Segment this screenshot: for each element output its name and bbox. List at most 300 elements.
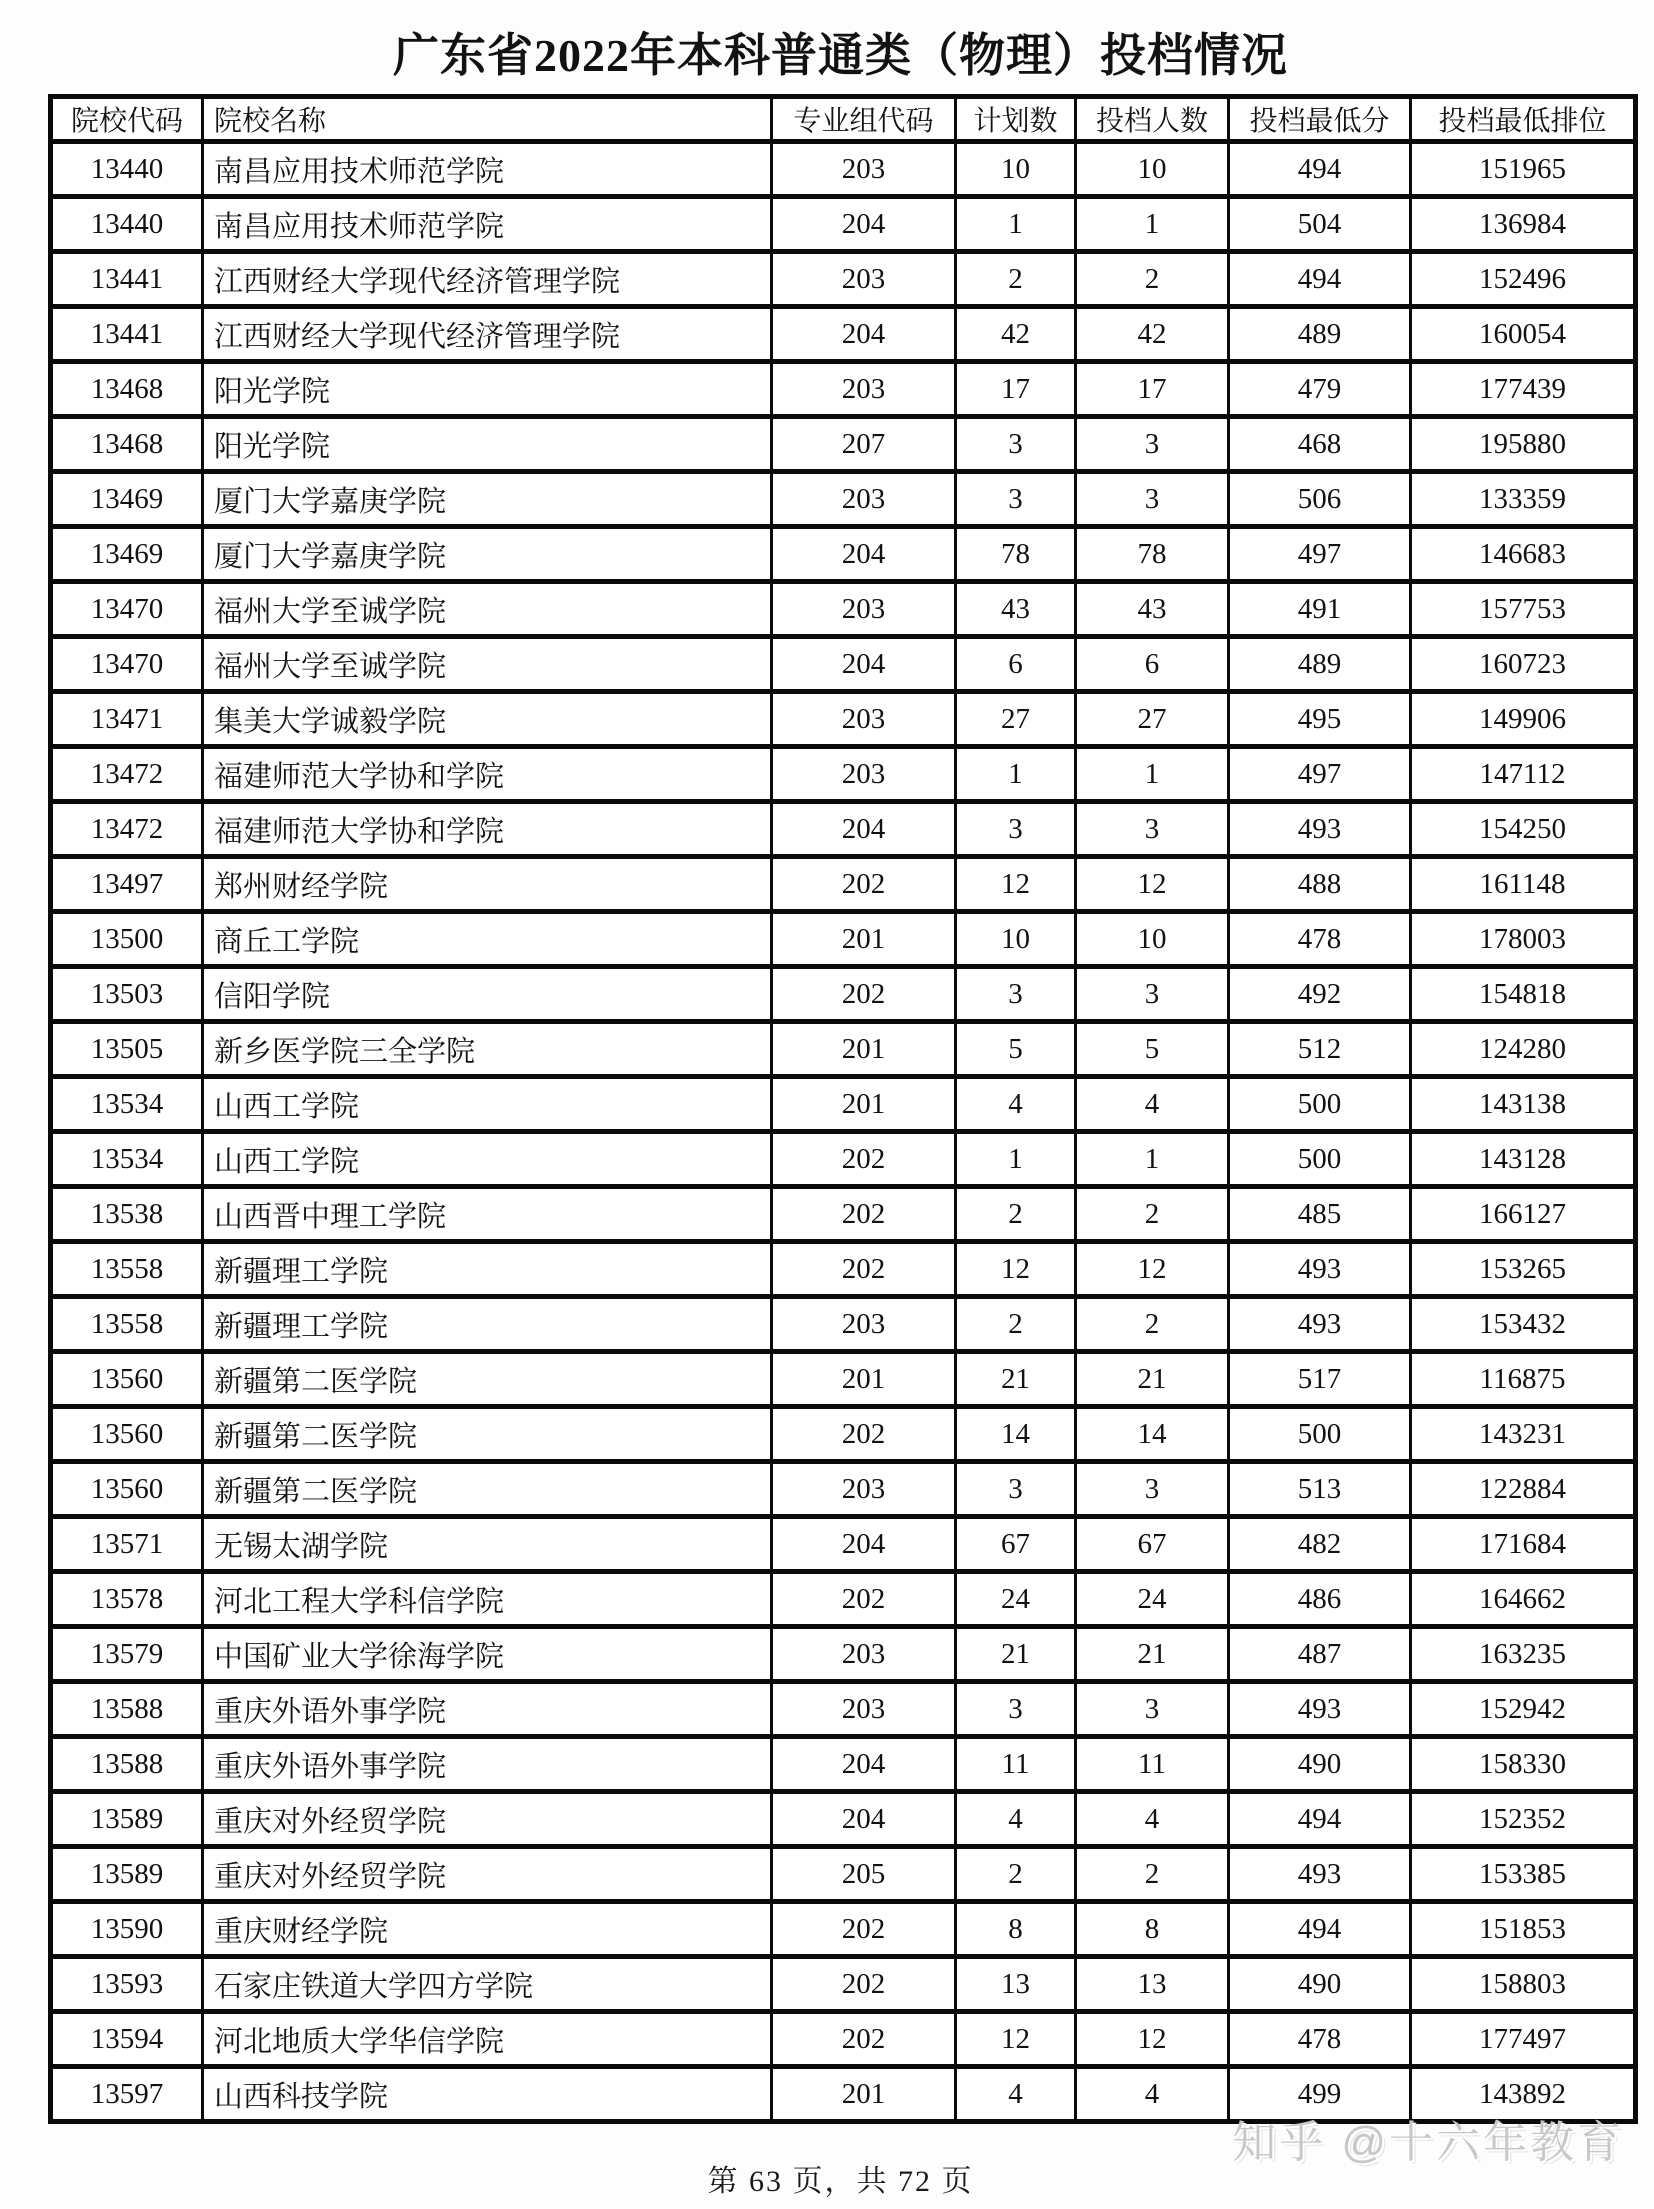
cell-min-score: 493 xyxy=(1229,1297,1411,1352)
cell-college-code: 13503 xyxy=(51,967,203,1022)
table-row xyxy=(51,1407,1636,1462)
table-row xyxy=(51,802,1636,857)
cell-min-score: 492 xyxy=(1229,967,1411,1022)
cell-applicant-count: 8 xyxy=(1076,1902,1229,1957)
cell-group-code: 204 xyxy=(772,1517,956,1572)
cell-college-code: 13505 xyxy=(51,1022,203,1077)
cell-min-score: 500 xyxy=(1229,1407,1411,1462)
cell-min-rank: 152496 xyxy=(1411,252,1636,307)
cell-min-rank: 122884 xyxy=(1411,1462,1636,1517)
cell-applicant-count: 14 xyxy=(1076,1407,1229,1462)
cell-college-name: 重庆外语外事学院 xyxy=(203,1737,772,1792)
cell-college-code: 13534 xyxy=(51,1132,203,1187)
cell-min-score: 495 xyxy=(1229,692,1411,747)
cell-min-rank: 136984 xyxy=(1411,197,1636,252)
cell-college-code: 13469 xyxy=(51,472,203,527)
cell-min-rank: 146683 xyxy=(1411,527,1636,582)
table-row xyxy=(51,527,1636,582)
cell-college-code: 13589 xyxy=(51,1847,203,1902)
cell-college-code: 13594 xyxy=(51,2012,203,2067)
cell-plan-count: 78 xyxy=(956,527,1076,582)
cell-college-name: 新疆理工学院 xyxy=(203,1242,772,1297)
col-header-plan-count: 计划数 xyxy=(956,97,1076,142)
table-row xyxy=(51,857,1636,912)
cell-min-score: 493 xyxy=(1229,1242,1411,1297)
table-row xyxy=(51,1297,1636,1352)
cell-college-code: 13590 xyxy=(51,1902,203,1957)
cell-plan-count: 17 xyxy=(956,362,1076,417)
cell-group-code: 203 xyxy=(772,252,956,307)
cell-applicant-count: 10 xyxy=(1076,912,1229,967)
cell-min-rank: 143138 xyxy=(1411,1077,1636,1132)
cell-college-code: 13558 xyxy=(51,1297,203,1352)
cell-group-code: 202 xyxy=(772,2012,956,2067)
cell-min-rank: 163235 xyxy=(1411,1627,1636,1682)
cell-min-rank: 154250 xyxy=(1411,802,1636,857)
cell-applicant-count: 4 xyxy=(1076,1077,1229,1132)
cell-group-code: 202 xyxy=(772,1957,956,2012)
cell-applicant-count: 12 xyxy=(1076,1242,1229,1297)
cell-college-code: 13472 xyxy=(51,747,203,802)
table-row xyxy=(51,747,1636,802)
cell-college-name: 信阳学院 xyxy=(203,967,772,1022)
cell-group-code: 204 xyxy=(772,802,956,857)
col-header-college-code: 院校代码 xyxy=(51,97,203,142)
cell-min-score: 479 xyxy=(1229,362,1411,417)
cell-group-code: 203 xyxy=(772,692,956,747)
table-row xyxy=(51,1627,1636,1682)
cell-group-code: 202 xyxy=(772,857,956,912)
cell-applicant-count: 4 xyxy=(1076,2067,1229,2122)
cell-min-score: 497 xyxy=(1229,747,1411,802)
cell-min-score: 490 xyxy=(1229,1957,1411,2012)
cell-college-name: 河北地质大学华信学院 xyxy=(203,2012,772,2067)
cell-applicant-count: 3 xyxy=(1076,417,1229,472)
cell-college-code: 13588 xyxy=(51,1682,203,1737)
cell-applicant-count: 3 xyxy=(1076,472,1229,527)
cell-min-rank: 157753 xyxy=(1411,582,1636,637)
cell-plan-count: 3 xyxy=(956,967,1076,1022)
cell-applicant-count: 5 xyxy=(1076,1022,1229,1077)
cell-plan-count: 2 xyxy=(956,1297,1076,1352)
cell-plan-count: 10 xyxy=(956,142,1076,197)
table-row xyxy=(51,1957,1636,2012)
cell-college-name: 新疆第二医学院 xyxy=(203,1407,772,1462)
cell-min-rank: 178003 xyxy=(1411,912,1636,967)
table-header xyxy=(51,97,1636,142)
cell-group-code: 204 xyxy=(772,307,956,362)
page-title: 广东省2022年本科普通类（物理）投档情况 xyxy=(393,30,1288,81)
cell-min-rank: 133359 xyxy=(1411,472,1636,527)
cell-applicant-count: 12 xyxy=(1076,857,1229,912)
cell-applicant-count: 43 xyxy=(1076,582,1229,637)
cell-applicant-count: 6 xyxy=(1076,637,1229,692)
cell-college-code: 13593 xyxy=(51,1957,203,2012)
cell-applicant-count: 17 xyxy=(1076,362,1229,417)
cell-group-code: 201 xyxy=(772,912,956,967)
cell-min-rank: 153432 xyxy=(1411,1297,1636,1352)
cell-plan-count: 2 xyxy=(956,1187,1076,1242)
col-header-group-code: 专业组代码 xyxy=(772,97,956,142)
cell-min-score: 499 xyxy=(1229,2067,1411,2122)
cell-min-rank: 160723 xyxy=(1411,637,1636,692)
cell-min-score: 500 xyxy=(1229,1077,1411,1132)
cell-min-rank: 158330 xyxy=(1411,1737,1636,1792)
cell-min-rank: 153385 xyxy=(1411,1847,1636,1902)
cell-plan-count: 3 xyxy=(956,472,1076,527)
table-row xyxy=(51,1847,1636,1902)
cell-plan-count: 21 xyxy=(956,1627,1076,1682)
cell-group-code: 207 xyxy=(772,417,956,472)
cell-min-rank: 147112 xyxy=(1411,747,1636,802)
cell-college-code: 13558 xyxy=(51,1242,203,1297)
cell-min-score: 517 xyxy=(1229,1352,1411,1407)
cell-applicant-count: 13 xyxy=(1076,1957,1229,2012)
cell-plan-count: 3 xyxy=(956,417,1076,472)
cell-applicant-count: 2 xyxy=(1076,1187,1229,1242)
cell-plan-count: 10 xyxy=(956,912,1076,967)
cell-college-code: 13469 xyxy=(51,527,203,582)
cell-min-score: 500 xyxy=(1229,1132,1411,1187)
cell-college-name: 重庆对外经贸学院 xyxy=(203,1847,772,1902)
cell-college-name: 新乡医学院三全学院 xyxy=(203,1022,772,1077)
table-row xyxy=(51,692,1636,747)
cell-plan-count: 42 xyxy=(956,307,1076,362)
cell-plan-count: 12 xyxy=(956,857,1076,912)
table-row xyxy=(51,252,1636,307)
cell-college-name: 中国矿业大学徐海学院 xyxy=(203,1627,772,1682)
cell-min-score: 494 xyxy=(1229,252,1411,307)
cell-min-score: 485 xyxy=(1229,1187,1411,1242)
cell-college-name: 阳光学院 xyxy=(203,417,772,472)
cell-plan-count: 1 xyxy=(956,747,1076,802)
cell-college-code: 13538 xyxy=(51,1187,203,1242)
cell-college-name: 新疆理工学院 xyxy=(203,1297,772,1352)
cell-min-score: 493 xyxy=(1229,1682,1411,1737)
cell-college-code: 13500 xyxy=(51,912,203,967)
cell-group-code: 201 xyxy=(772,1022,956,1077)
cell-min-rank: 143231 xyxy=(1411,1407,1636,1462)
table-row xyxy=(51,417,1636,472)
cell-min-rank: 124280 xyxy=(1411,1022,1636,1077)
cell-min-rank: 177497 xyxy=(1411,2012,1636,2067)
cell-college-code: 13560 xyxy=(51,1352,203,1407)
cell-group-code: 204 xyxy=(772,637,956,692)
cell-college-code: 13472 xyxy=(51,802,203,857)
cell-college-code: 13468 xyxy=(51,362,203,417)
cell-college-name: 郑州财经学院 xyxy=(203,857,772,912)
cell-plan-count: 3 xyxy=(956,802,1076,857)
cell-group-code: 204 xyxy=(772,1737,956,1792)
cell-college-code: 13597 xyxy=(51,2067,203,2122)
cell-applicant-count: 2 xyxy=(1076,1847,1229,1902)
cell-college-code: 13560 xyxy=(51,1462,203,1517)
cell-college-code: 13470 xyxy=(51,582,203,637)
cell-college-name: 新疆第二医学院 xyxy=(203,1352,772,1407)
table-row xyxy=(51,1572,1636,1627)
cell-college-name: 重庆财经学院 xyxy=(203,1902,772,1957)
cell-applicant-count: 21 xyxy=(1076,1627,1229,1682)
cell-group-code: 203 xyxy=(772,1297,956,1352)
cell-college-name: 南昌应用技术师范学院 xyxy=(203,197,772,252)
cell-plan-count: 8 xyxy=(956,1902,1076,1957)
cell-group-code: 201 xyxy=(772,2067,956,2122)
cell-min-rank: 153265 xyxy=(1411,1242,1636,1297)
cell-plan-count: 67 xyxy=(956,1517,1076,1572)
cell-college-name: 山西工学院 xyxy=(203,1132,772,1187)
table-row xyxy=(51,912,1636,967)
table-row xyxy=(51,1682,1636,1737)
cell-plan-count: 1 xyxy=(956,1132,1076,1187)
cell-applicant-count: 1 xyxy=(1076,747,1229,802)
cell-min-rank: 161148 xyxy=(1411,857,1636,912)
cell-min-rank: 177439 xyxy=(1411,362,1636,417)
cell-group-code: 202 xyxy=(772,1902,956,1957)
cell-group-code: 202 xyxy=(772,1407,956,1462)
cell-group-code: 204 xyxy=(772,527,956,582)
cell-applicant-count: 2 xyxy=(1076,252,1229,307)
cell-plan-count: 3 xyxy=(956,1462,1076,1517)
cell-applicant-count: 1 xyxy=(1076,1132,1229,1187)
cell-min-rank: 149906 xyxy=(1411,692,1636,747)
cell-college-code: 13571 xyxy=(51,1517,203,1572)
cell-college-code: 13468 xyxy=(51,417,203,472)
cell-min-rank: 151853 xyxy=(1411,1902,1636,1957)
cell-min-rank: 166127 xyxy=(1411,1187,1636,1242)
cell-min-score: 486 xyxy=(1229,1572,1411,1627)
cell-min-score: 488 xyxy=(1229,857,1411,912)
cell-min-rank: 158803 xyxy=(1411,1957,1636,2012)
cell-plan-count: 3 xyxy=(956,1682,1076,1737)
cell-min-score: 512 xyxy=(1229,1022,1411,1077)
cell-college-code: 13578 xyxy=(51,1572,203,1627)
cell-plan-count: 4 xyxy=(956,1792,1076,1847)
cell-college-code: 13579 xyxy=(51,1627,203,1682)
cell-min-score: 504 xyxy=(1229,197,1411,252)
cell-plan-count: 21 xyxy=(956,1352,1076,1407)
cell-applicant-count: 3 xyxy=(1076,1682,1229,1737)
cell-applicant-count: 3 xyxy=(1076,1462,1229,1517)
cell-plan-count: 12 xyxy=(956,2012,1076,2067)
cell-min-rank: 152352 xyxy=(1411,1792,1636,1847)
cell-college-code: 13534 xyxy=(51,1077,203,1132)
cell-min-score: 493 xyxy=(1229,1847,1411,1902)
cell-plan-count: 14 xyxy=(956,1407,1076,1462)
cell-group-code: 203 xyxy=(772,472,956,527)
cell-plan-count: 4 xyxy=(956,2067,1076,2122)
cell-college-name: 重庆对外经贸学院 xyxy=(203,1792,772,1847)
cell-college-code: 13560 xyxy=(51,1407,203,1462)
cell-group-code: 203 xyxy=(772,1462,956,1517)
cell-group-code: 202 xyxy=(772,1242,956,1297)
table-row xyxy=(51,2012,1636,2067)
cell-college-name: 南昌应用技术师范学院 xyxy=(203,142,772,197)
cell-college-code: 13471 xyxy=(51,692,203,747)
cell-min-rank: 143128 xyxy=(1411,1132,1636,1187)
cell-min-score: 487 xyxy=(1229,1627,1411,1682)
watermark: 知乎 @十六年教育 xyxy=(1232,2118,1624,2167)
cell-group-code: 205 xyxy=(772,1847,956,1902)
cell-applicant-count: 24 xyxy=(1076,1572,1229,1627)
cell-college-code: 13440 xyxy=(51,197,203,252)
cell-group-code: 201 xyxy=(772,1077,956,1132)
cell-min-score: 494 xyxy=(1229,1792,1411,1847)
cell-group-code: 202 xyxy=(772,1187,956,1242)
cell-group-code: 202 xyxy=(772,1572,956,1627)
cell-group-code: 201 xyxy=(772,1352,956,1407)
cell-min-score: 490 xyxy=(1229,1737,1411,1792)
table-row xyxy=(51,637,1636,692)
col-header-min-score: 投档最低分 xyxy=(1229,97,1411,142)
table-row xyxy=(51,1352,1636,1407)
cell-college-name: 无锡太湖学院 xyxy=(203,1517,772,1572)
cell-min-score: 494 xyxy=(1229,1902,1411,1957)
cell-min-score: 478 xyxy=(1229,912,1411,967)
cell-min-rank: 143892 xyxy=(1411,2067,1636,2122)
table-row xyxy=(51,1132,1636,1187)
cell-min-score: 478 xyxy=(1229,2012,1411,2067)
cell-college-name: 集美大学诚毅学院 xyxy=(203,692,772,747)
cell-college-name: 江西财经大学现代经济管理学院 xyxy=(203,252,772,307)
cell-applicant-count: 12 xyxy=(1076,2012,1229,2067)
cell-applicant-count: 4 xyxy=(1076,1792,1229,1847)
cell-college-name: 重庆外语外事学院 xyxy=(203,1682,772,1737)
cell-applicant-count: 42 xyxy=(1076,307,1229,362)
cell-min-rank: 152942 xyxy=(1411,1682,1636,1737)
cell-college-name: 阳光学院 xyxy=(203,362,772,417)
cell-min-score: 489 xyxy=(1229,307,1411,362)
cell-min-rank: 151965 xyxy=(1411,142,1636,197)
cell-applicant-count: 2 xyxy=(1076,1297,1229,1352)
cell-college-name: 山西工学院 xyxy=(203,1077,772,1132)
header-row xyxy=(51,97,1636,142)
cell-min-rank: 164662 xyxy=(1411,1572,1636,1627)
table-row xyxy=(51,1462,1636,1517)
cell-applicant-count: 3 xyxy=(1076,967,1229,1022)
table-row xyxy=(51,582,1636,637)
cell-college-name: 石家庄铁道大学四方学院 xyxy=(203,1957,772,2012)
cell-college-code: 13497 xyxy=(51,857,203,912)
cell-group-code: 203 xyxy=(772,1627,956,1682)
cell-college-name: 福州大学至诚学院 xyxy=(203,582,772,637)
cell-group-code: 203 xyxy=(772,1682,956,1737)
cell-plan-count: 5 xyxy=(956,1022,1076,1077)
table-row xyxy=(51,362,1636,417)
cell-min-rank: 154818 xyxy=(1411,967,1636,1022)
cell-applicant-count: 67 xyxy=(1076,1517,1229,1572)
cell-college-code: 13440 xyxy=(51,142,203,197)
cell-group-code: 203 xyxy=(772,747,956,802)
table-row xyxy=(51,967,1636,1022)
cell-plan-count: 13 xyxy=(956,1957,1076,2012)
cell-applicant-count: 11 xyxy=(1076,1737,1229,1792)
cell-group-code: 203 xyxy=(772,142,956,197)
page-number: 第 63 页，共 72 页 xyxy=(707,2165,974,2198)
cell-plan-count: 24 xyxy=(956,1572,1076,1627)
cell-group-code: 203 xyxy=(772,362,956,417)
cell-college-code: 13470 xyxy=(51,637,203,692)
table-row xyxy=(51,1242,1636,1297)
cell-college-name: 山西科技学院 xyxy=(203,2067,772,2122)
cell-college-name: 商丘工学院 xyxy=(203,912,772,967)
table-row xyxy=(51,1792,1636,1847)
table-row xyxy=(51,307,1636,362)
admission-table xyxy=(48,94,1638,2124)
cell-plan-count: 43 xyxy=(956,582,1076,637)
cell-min-rank: 195880 xyxy=(1411,417,1636,472)
cell-plan-count: 27 xyxy=(956,692,1076,747)
cell-min-rank: 116875 xyxy=(1411,1352,1636,1407)
cell-college-name: 江西财经大学现代经济管理学院 xyxy=(203,307,772,362)
cell-plan-count: 4 xyxy=(956,1077,1076,1132)
cell-college-name: 山西晋中理工学院 xyxy=(203,1187,772,1242)
cell-applicant-count: 27 xyxy=(1076,692,1229,747)
cell-group-code: 204 xyxy=(772,197,956,252)
table-row xyxy=(51,197,1636,252)
col-header-min-rank: 投档最低排位 xyxy=(1411,97,1636,142)
cell-college-code: 13588 xyxy=(51,1737,203,1792)
cell-min-score: 489 xyxy=(1229,637,1411,692)
cell-min-score: 482 xyxy=(1229,1517,1411,1572)
cell-college-name: 福建师范大学协和学院 xyxy=(203,802,772,857)
cell-group-code: 204 xyxy=(772,1792,956,1847)
cell-min-score: 513 xyxy=(1229,1462,1411,1517)
col-header-applicant-count: 投档人数 xyxy=(1076,97,1229,142)
table-row xyxy=(51,142,1636,197)
cell-plan-count: 2 xyxy=(956,1847,1076,1902)
cell-plan-count: 1 xyxy=(956,197,1076,252)
table-row xyxy=(51,1077,1636,1132)
cell-group-code: 202 xyxy=(772,1132,956,1187)
cell-plan-count: 2 xyxy=(956,252,1076,307)
cell-college-name: 福建师范大学协和学院 xyxy=(203,747,772,802)
cell-min-score: 491 xyxy=(1229,582,1411,637)
cell-college-code: 13589 xyxy=(51,1792,203,1847)
cell-group-code: 203 xyxy=(772,582,956,637)
table-row xyxy=(51,1022,1636,1077)
cell-min-score: 506 xyxy=(1229,472,1411,527)
table-row xyxy=(51,1187,1636,1242)
cell-group-code: 202 xyxy=(772,967,956,1022)
cell-applicant-count: 10 xyxy=(1076,142,1229,197)
document-page xyxy=(0,28,1654,2209)
cell-plan-count: 12 xyxy=(956,1242,1076,1297)
table-body xyxy=(51,142,1636,2122)
cell-applicant-count: 3 xyxy=(1076,802,1229,857)
table-row xyxy=(51,1902,1636,1957)
cell-college-code: 13441 xyxy=(51,307,203,362)
cell-college-name: 厦门大学嘉庚学院 xyxy=(203,527,772,582)
table-row xyxy=(51,1737,1636,1792)
cell-min-rank: 160054 xyxy=(1411,307,1636,362)
cell-min-score: 494 xyxy=(1229,142,1411,197)
cell-college-name: 福州大学至诚学院 xyxy=(203,637,772,692)
cell-applicant-count: 1 xyxy=(1076,197,1229,252)
cell-applicant-count: 21 xyxy=(1076,1352,1229,1407)
cell-college-name: 新疆第二医学院 xyxy=(203,1462,772,1517)
cell-min-score: 468 xyxy=(1229,417,1411,472)
col-header-college-name: 院校名称 xyxy=(203,97,772,142)
cell-applicant-count: 78 xyxy=(1076,527,1229,582)
cell-college-code: 13441 xyxy=(51,252,203,307)
cell-min-rank: 171684 xyxy=(1411,1517,1636,1572)
cell-plan-count: 11 xyxy=(956,1737,1076,1792)
cell-plan-count: 6 xyxy=(956,637,1076,692)
cell-college-name: 河北工程大学科信学院 xyxy=(203,1572,772,1627)
cell-min-score: 497 xyxy=(1229,527,1411,582)
cell-college-name: 厦门大学嘉庚学院 xyxy=(203,472,772,527)
table-row xyxy=(51,472,1636,527)
